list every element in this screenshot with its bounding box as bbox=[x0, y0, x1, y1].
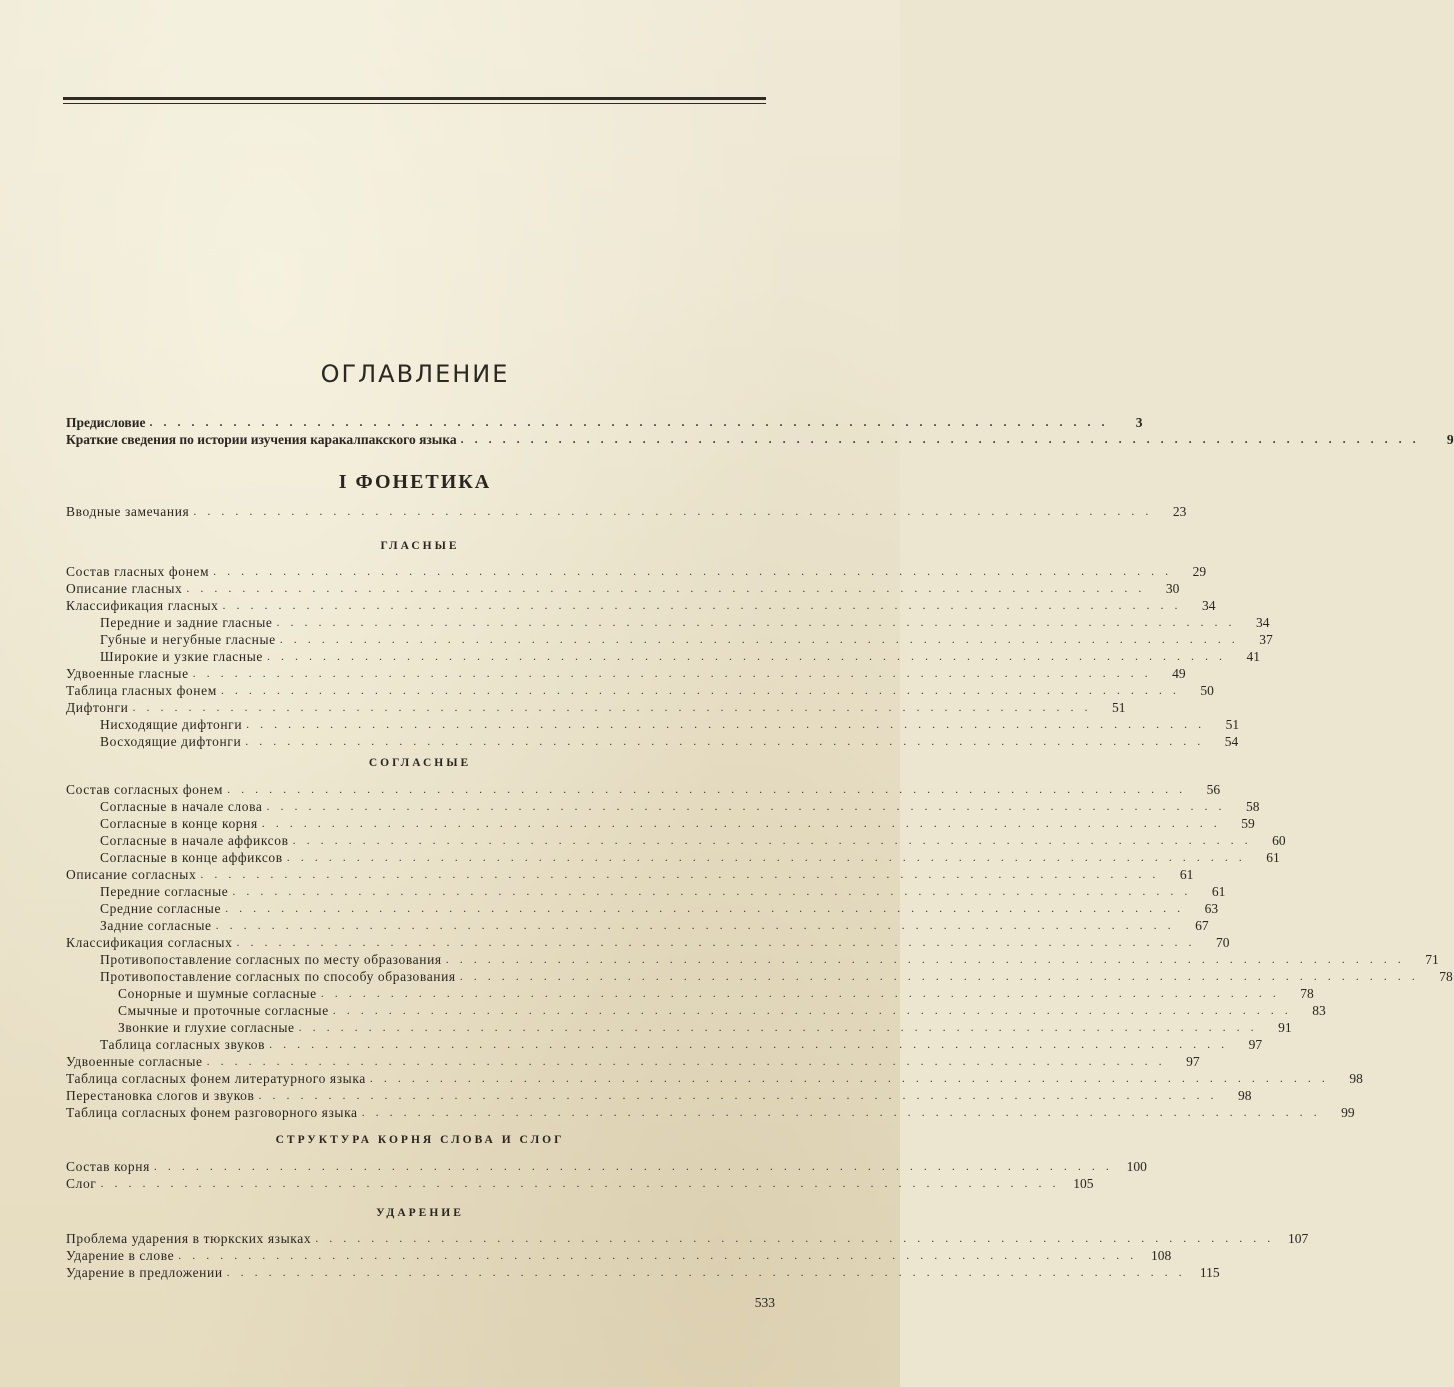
dot-leader: . . . . . . . . . . . . . . . . . . . . . . . . . . . . . . . . . . . . . . . . . . . . . . . . . . . . . . . . . . . . . . . . . . . . . bbox=[227, 782, 1187, 796]
dot-leader: . . . . . . . . . . . . . . . . . . . . . . . . . . . . . . . . . . . . . . . . . . . . . . . . . . . . . . . . . . . . . . . . . . . . . bbox=[258, 1088, 1218, 1102]
toc-entry-label: Состав гласных фонем bbox=[66, 564, 210, 579]
toc-entry-page: 41 bbox=[1246, 649, 1260, 664]
toc-entry-page: 23 bbox=[1172, 504, 1187, 519]
toc-entry-page: 51 bbox=[1111, 700, 1126, 715]
section-heading: ГЛАСНЫЕ bbox=[380, 540, 460, 552]
toc-entry-page: 63 bbox=[1204, 901, 1219, 916]
toc-entry-label: Ударение в слове bbox=[66, 1248, 175, 1263]
toc-entry-page: 29 bbox=[1192, 564, 1207, 579]
toc-entry bbox=[66, 614, 1270, 631]
toc-entry bbox=[66, 917, 1209, 934]
toc-entry-page: 61 bbox=[1266, 850, 1280, 865]
toc-entry bbox=[66, 1053, 1200, 1070]
toc-entry-label: Согласные в начале слова bbox=[100, 799, 263, 814]
toc-entry bbox=[66, 716, 1240, 733]
toc-entry-page: 115 bbox=[1199, 1265, 1220, 1280]
toc-entry-page: 97 bbox=[1186, 1054, 1200, 1069]
section-heading: СОГЛАСНЫЕ bbox=[368, 757, 472, 769]
toc-entry-label: Удвоенные согласные bbox=[66, 1054, 203, 1069]
dot-leader: . . . . . . . . . . . . . . . . . . . . . . . . . . . . . . . . . . . . . . . . . . . . . . . . . . . . . . . . . . . . . . . . . . . . . bbox=[286, 850, 1246, 864]
toc-entry-page: 100 bbox=[1126, 1159, 1147, 1174]
toc-entry bbox=[66, 665, 1186, 682]
header-rule-thin bbox=[63, 103, 766, 104]
toc-entry-page: 98 bbox=[1349, 1071, 1363, 1086]
toc-entry-page: 58 bbox=[1246, 799, 1260, 814]
dot-leader: . . . . . . . . . . . . . . . . . . . . . . . . . . . . . . . . . . . . . . . . . . . . . . . . . . . . . . . . . . . . . . . . . . . . . bbox=[459, 969, 1419, 983]
toc-entry bbox=[66, 1019, 1292, 1036]
toc-entry-label: Таблица гласных фонем bbox=[66, 683, 217, 698]
toc-entry-page: 9 bbox=[1446, 432, 1454, 447]
toc-entry-page: 67 bbox=[1195, 918, 1209, 933]
toc-entry-label: Средние согласные bbox=[100, 901, 222, 916]
toc-entry bbox=[66, 1264, 1220, 1281]
toc-entry bbox=[66, 1087, 1252, 1104]
toc-entry bbox=[66, 563, 1207, 580]
toc-entry-label: Нисходящие дифтонги bbox=[100, 717, 243, 732]
toc-entry-page: 71 bbox=[1425, 952, 1439, 967]
dot-leader: . . . . . . . . . . . . . . . . . . . . . . . . . . . . . . . . . . . . . . . . . . . . . . . . . . . . . . . . . . . . . . . . . . . . . bbox=[320, 986, 1280, 1000]
toc-entry-page: 108 bbox=[1150, 1248, 1172, 1263]
dot-leader: . . . . . . . . . . . . . . . . . . . . . . . . . . . . . . . . . . . . . . . . . . . . . . . . . . . . . . . . . . . . . . . . . . . . . bbox=[153, 1159, 1113, 1173]
toc-entry bbox=[66, 781, 1221, 798]
toc-entry bbox=[66, 503, 1187, 520]
part-title: I ФОНЕТИКА bbox=[338, 471, 492, 493]
toc-entry-label: Согласные в начале аффиксов bbox=[100, 833, 289, 848]
toc-entry bbox=[66, 1036, 1263, 1053]
toc-entry bbox=[66, 1175, 1094, 1192]
toc-entry-label: Ударение в предложении bbox=[66, 1265, 223, 1280]
dot-leader: . . . . . . . . . . . . . . . . . . . . . . . . . . . . . . . . . . . . . . . . . . . . . . . . . . . . . . . . . . . . . . . . . . . . . bbox=[292, 833, 1252, 847]
toc-entry-label: Слог bbox=[66, 1176, 97, 1191]
dot-leader: . . . . . . . . . . . . . . . . . . . . . . . . . . . . . . . . . . . . . . . . . . . . . . . . . . . . . . . . . . . . . . . . . . . . . bbox=[236, 935, 1196, 949]
toc-entry-page: 61 bbox=[1211, 884, 1226, 899]
toc-entry-page: 60 bbox=[1272, 833, 1286, 848]
toc-entry-label: Дифтонги bbox=[66, 700, 129, 715]
toc-entry-label: Согласные в конце аффиксов bbox=[100, 850, 283, 865]
toc-entry-label: Противопоставление согласных по способу образования bbox=[100, 969, 456, 984]
dot-leader: . . . . . . . . . . . . . . . . . . . . . . . . . . . . . . . . . . . . . . . . . . . . . . . . . . . . . . . . . . . . . . . . . . . . . bbox=[279, 632, 1239, 646]
toc-entry bbox=[66, 815, 1255, 832]
toc-entry-page: 78 bbox=[1439, 969, 1453, 984]
toc-entry bbox=[66, 1230, 1309, 1247]
toc-entry-label: Вводные замечания bbox=[66, 504, 190, 519]
toc-entry-label: Перестановка слогов и звуков bbox=[66, 1088, 255, 1103]
toc-entry bbox=[66, 682, 1214, 699]
toc-entry-label: Передние и задние гласные bbox=[100, 615, 273, 630]
toc-entry-label: Таблица согласных фонем разговорного языка bbox=[66, 1105, 358, 1120]
toc-entry-page: 34 bbox=[1202, 598, 1216, 613]
dot-leader: . . . . . . . . . . . . . . . . . . . . . . . . . . . . . . . . . . . . . . . . . . . . . . . . . . . . . . . . . . . . . . . . . . . . . bbox=[132, 700, 1092, 714]
dot-leader: . . . . . . . . . . . . . . . . . . . . . . . . . . . . . . . . . . . . . . . . . . . . . . . . . . . . . . . . . . . . . . . . . . . . . bbox=[361, 1105, 1321, 1119]
toc-entry bbox=[66, 934, 1230, 951]
toc-entry-label: Состав корня bbox=[66, 1159, 150, 1174]
dot-leader: . . . . . . . . . . . . . . . . . . . . . . . . . . . . . . . . . . . . . . . . . . . . . . . . . . . . . . . . . . . . . . . . . . . . . bbox=[261, 816, 1221, 830]
dot-leader: . . . . . . . . . . . . . . . . . . . . . . . . . . . . . . . . . . . . . . . . . . . . . . . . . . . . . . . . . . . . . . . . . . . . . bbox=[246, 717, 1206, 731]
dot-leader: . . . . . . . . . . . . . . . . . . . . . . . . . . . . . . . . . . . . . . . . . . . . . . . . . . . . . . . . . . . . . . . . . . . . . bbox=[245, 734, 1205, 748]
toc-entry-page: 70 bbox=[1215, 935, 1230, 950]
section-heading: СТРУКТУРА КОРНЯ СЛОВА И СЛОГ bbox=[275, 1134, 565, 1146]
dot-leader: . . . . . . . . . . . . . . . . . . . . . . . . . . . . . . . . . . . . . . . . . . . . . . . . . . . . . . . . . . . . . . . . . . . . . bbox=[215, 918, 1175, 932]
section-heading: УДАРЕНИЕ bbox=[376, 1207, 464, 1219]
toc-entry-page: 59 bbox=[1241, 816, 1255, 831]
dot-leader: . . . . . . . . . . . . . . . . . . . . . . . . . . . . . . . . . . . . . . . . . . . . . . . . . . . . . . . . . . . . . . . . . . . . . bbox=[206, 1054, 1166, 1068]
toc-entry-page: 49 bbox=[1172, 666, 1186, 681]
toc-entry bbox=[66, 648, 1260, 665]
toc-entry-label: Таблица согласных звуков bbox=[100, 1037, 266, 1052]
dot-leader: . . . . . . . . . . . . . . . . . . . . . . . . . . . . . . . . . . . . . . . . . . . . . . . . . . . . . . . . . . . . . . . . . . . . . bbox=[186, 581, 1146, 595]
toc-entry-page: 30 bbox=[1165, 581, 1180, 596]
toc-entry-label: Проблема ударения в тюркских языках bbox=[66, 1231, 312, 1246]
toc-entry-page: 78 bbox=[1300, 986, 1314, 1001]
toc-entry-label: Задние согласные bbox=[100, 918, 212, 933]
toc-entry-label: Восходящие дифтонги bbox=[100, 734, 242, 749]
toc-entry bbox=[66, 849, 1280, 866]
toc-entry bbox=[66, 866, 1194, 883]
toc-entry-label: Классификация согласных bbox=[66, 935, 233, 950]
toc-entry-page: 56 bbox=[1206, 782, 1221, 797]
toc-entry-page: 107 bbox=[1287, 1231, 1309, 1246]
toc-entry bbox=[66, 968, 1453, 985]
toc-entry-label: Состав согласных фонем bbox=[66, 782, 224, 797]
dot-leader: . . . . . . . . . . . . . . . . . . . . . . . . . . . . . . . . . . . . . . . . . . . . . . . . . . . . . . . . . . . . . . . . . . . . . bbox=[232, 884, 1192, 898]
toc-entry bbox=[66, 431, 1454, 448]
toc-entry-label: Таблица согласных фонем литературного языка bbox=[66, 1071, 366, 1086]
toc-entry-page: 34 bbox=[1255, 615, 1270, 630]
toc-entry bbox=[66, 1158, 1147, 1175]
dot-leader: . . . . . . . . . . . . . . . . . . . . . . . . . . . . . . . . . . . . . . . . . . . . . . . . . . . . . . . . . . . . . . . . . . . . . bbox=[226, 1265, 1186, 1279]
toc-entry-label: Губные и негубные гласные bbox=[100, 632, 276, 647]
toc-entry-label: Передние согласные bbox=[100, 884, 229, 899]
toc-entry-page: 83 bbox=[1312, 1003, 1326, 1018]
dot-leader: . . . . . . . . . . . . . . . . . . . . . . . . . . . . . . . . . . . . . . . . . . . . . . . . . . . . . . . . . . . . . . . . . . . . . bbox=[315, 1231, 1275, 1245]
page-folio: 533 bbox=[754, 1295, 775, 1310]
toc-entry-label: Противопоставление согласных по месту образования bbox=[100, 952, 442, 967]
dot-leader: . . . . . . . . . . . . . . . . . . . . . . . . . . . . . . . . . . . . . . . . . . . . . . . . . . . . . . . . . . . . . . . . . . . . . bbox=[220, 683, 1180, 697]
toc-entry-page: 51 bbox=[1225, 717, 1240, 732]
dot-leader: . . . . . . . . . . . . . . . . . . . . . . . . . . . . . . . . . . . . . . . . . . . . . . . . . . . . . . . . . . . . . . . . . . . . . bbox=[178, 1248, 1138, 1262]
toc-entry-page: 61 bbox=[1179, 867, 1194, 882]
toc-entry-page: 50 bbox=[1200, 683, 1214, 698]
dot-leader: . . . . . . . . . . . . . . . . . . . . . . . . . . . . . . . . . . . . . . . . . . . . . . . . . . . . . . . . . . . . . . . . . . . . . bbox=[200, 867, 1160, 881]
toc-entry bbox=[66, 733, 1239, 750]
dot-leader: . . . . . . . . . . . . . . . . . . . . . . . . . . . . . . . . . . . . . . . . . . . . . . . . . . . . . . . . . . . . . . . . . . . . . bbox=[213, 564, 1173, 578]
dot-leader: . . . . . . . . . . . . . . . . . . . . . . . . . . . . . . . . . . . . . . . . . . . . . . . . . . . . . . . . . . . . . . . . . . . . . bbox=[225, 901, 1185, 915]
toc-entry bbox=[66, 1002, 1326, 1019]
toc-entry-page: 91 bbox=[1278, 1020, 1292, 1035]
toc-entry bbox=[66, 985, 1314, 1002]
dot-leader: . . . . . . . . . . . . . . . . . . . . . . . . . . . . . . . . . . . . . . . . . . . . . . . . . . . . . . . . . . . . . . . . . . . . . bbox=[276, 615, 1236, 629]
toc-entry bbox=[66, 900, 1219, 917]
toc-entry-page: 37 bbox=[1259, 632, 1273, 647]
toc-title: ОГЛАВЛЕНИЕ bbox=[320, 360, 510, 388]
toc-entry-page: 98 bbox=[1238, 1088, 1252, 1103]
toc-entry-label: Согласные в конце корня bbox=[100, 816, 258, 831]
toc-entry bbox=[66, 883, 1226, 900]
dot-leader: . . . . . . . . . . . . . . . . . . . . . . . . . . . . . . . . . . . . . . . . . . . . . . . . . . . . . . . . . . . . . . . . . . . . . bbox=[332, 1003, 1292, 1017]
toc-entry bbox=[66, 951, 1439, 968]
toc-entry-label: Классификация гласных bbox=[66, 598, 219, 613]
dot-leader: . . . . . . . . . . . . . . . . . . . . . . . . . . . . . . . . . . . . . . . . . . . . . . . . . . . . . . . . . . . . . . . . . . . . . bbox=[460, 432, 1420, 446]
toc-entry-label: Краткие сведения по истории изучения каракалпакского языка bbox=[66, 432, 457, 447]
toc-entry-page: 99 bbox=[1341, 1105, 1355, 1120]
toc-entry bbox=[66, 631, 1273, 648]
toc-entry-label: Удвоенные гласные bbox=[66, 666, 189, 681]
toc-entry bbox=[66, 580, 1180, 597]
dot-leader: . . . . . . . . . . . . . . . . . . . . . . . . . . . . . . . . . . . . . . . . . . . . . . . . . . . . . . . . . . . . . . . . . . . . . bbox=[298, 1020, 1258, 1034]
dot-leader: . . . . . . . . . . . . . . . . . . . . . . . . . . . . . . . . . . . . . . . . . . . . . . . . . . . . . . . . . . . . . . . . . . . . . bbox=[269, 1037, 1229, 1051]
toc-entry-page: 97 bbox=[1248, 1037, 1263, 1052]
toc-entry bbox=[66, 798, 1260, 815]
toc-entry-label: Описание гласных bbox=[66, 581, 183, 596]
toc-entry-label: Предисловие bbox=[66, 415, 146, 430]
toc-entry-label: Широкие и узкие гласные bbox=[100, 649, 263, 664]
dot-leader: . . . . . . . . . . . . . . . . . . . . . . . . . . . . . . . . . . . . . . . . . . . . . . . . . . . . . . . . . . . . . . . . . . . . . bbox=[445, 952, 1405, 966]
toc-entry-label: Описание согласных bbox=[66, 867, 197, 882]
dot-leader: . . . . . . . . . . . . . . . . . . . . . . . . . . . . . . . . . . . . . . . . . . . . . . . . . . . . . . . . . . . . . . . . . . . . . bbox=[100, 1176, 1060, 1190]
toc-entry bbox=[66, 1247, 1172, 1264]
dot-leader: . . . . . . . . . . . . . . . . . . . . . . . . . . . . . . . . . . . . . . . . . . . . . . . . . . . . . . . . . . . . . . . . . . . . . bbox=[266, 799, 1226, 813]
dot-leader: . . . . . . . . . . . . . . . . . . . . . . . . . . . . . . . . . . . . . . . . . . . . . . . . . . . . . . . . . . . . . . . . . . . . . bbox=[192, 666, 1152, 680]
toc-entry-page: 3 bbox=[1135, 415, 1143, 430]
dot-leader: . . . . . . . . . . . . . . . . . . . . . . . . . . . . . . . . . . . . . . . . . . . . . . . . . . . . . . . . . . . . . . . . . . . . . bbox=[369, 1071, 1329, 1085]
toc-entry bbox=[66, 832, 1286, 849]
dot-leader: . . . . . . . . . . . . . . . . . . . . . . . . . . . . . . . . . . . . . . . . . . . . . . . . . . . . . . . . . . . . . . . . . . . . . bbox=[222, 598, 1182, 612]
dot-leader: . . . . . . . . . . . . . . . . . . . . . . . . . . . . . . . . . . . . . . . . . . . . . . . . . . . . . . . . . . . . . . . . . . . . . bbox=[267, 649, 1226, 663]
toc-entry bbox=[66, 1070, 1363, 1087]
toc-entry bbox=[66, 597, 1216, 614]
toc-entry bbox=[66, 414, 1143, 431]
toc-entry-page: 105 bbox=[1073, 1176, 1094, 1191]
dot-leader: . . . . . . . . . . . . . . . . . . . . . . . . . . . . . . . . . . . . . . . . . . . . . . . . . . . . . . . . . . . . . . . . . . . . . bbox=[193, 504, 1153, 518]
toc-entry bbox=[66, 699, 1126, 716]
toc-entry bbox=[66, 1104, 1355, 1121]
dot-leader: . . . . . . . . . . . . . . . . . . . . . . . . . . . . . . . . . . . . . . . . . . . . . . . . . . . . . . . . . . . . . . . . . . . . . bbox=[149, 415, 1109, 429]
header-rule-thick bbox=[63, 97, 766, 100]
toc-entry-page: 54 bbox=[1224, 734, 1239, 749]
toc-entry-label: Сонорные и шумные согласные bbox=[118, 986, 317, 1001]
toc-entry-label: Смычные и проточные согласные bbox=[118, 1003, 329, 1018]
toc-entry-label: Звонкие и глухие согласные bbox=[118, 1020, 295, 1035]
